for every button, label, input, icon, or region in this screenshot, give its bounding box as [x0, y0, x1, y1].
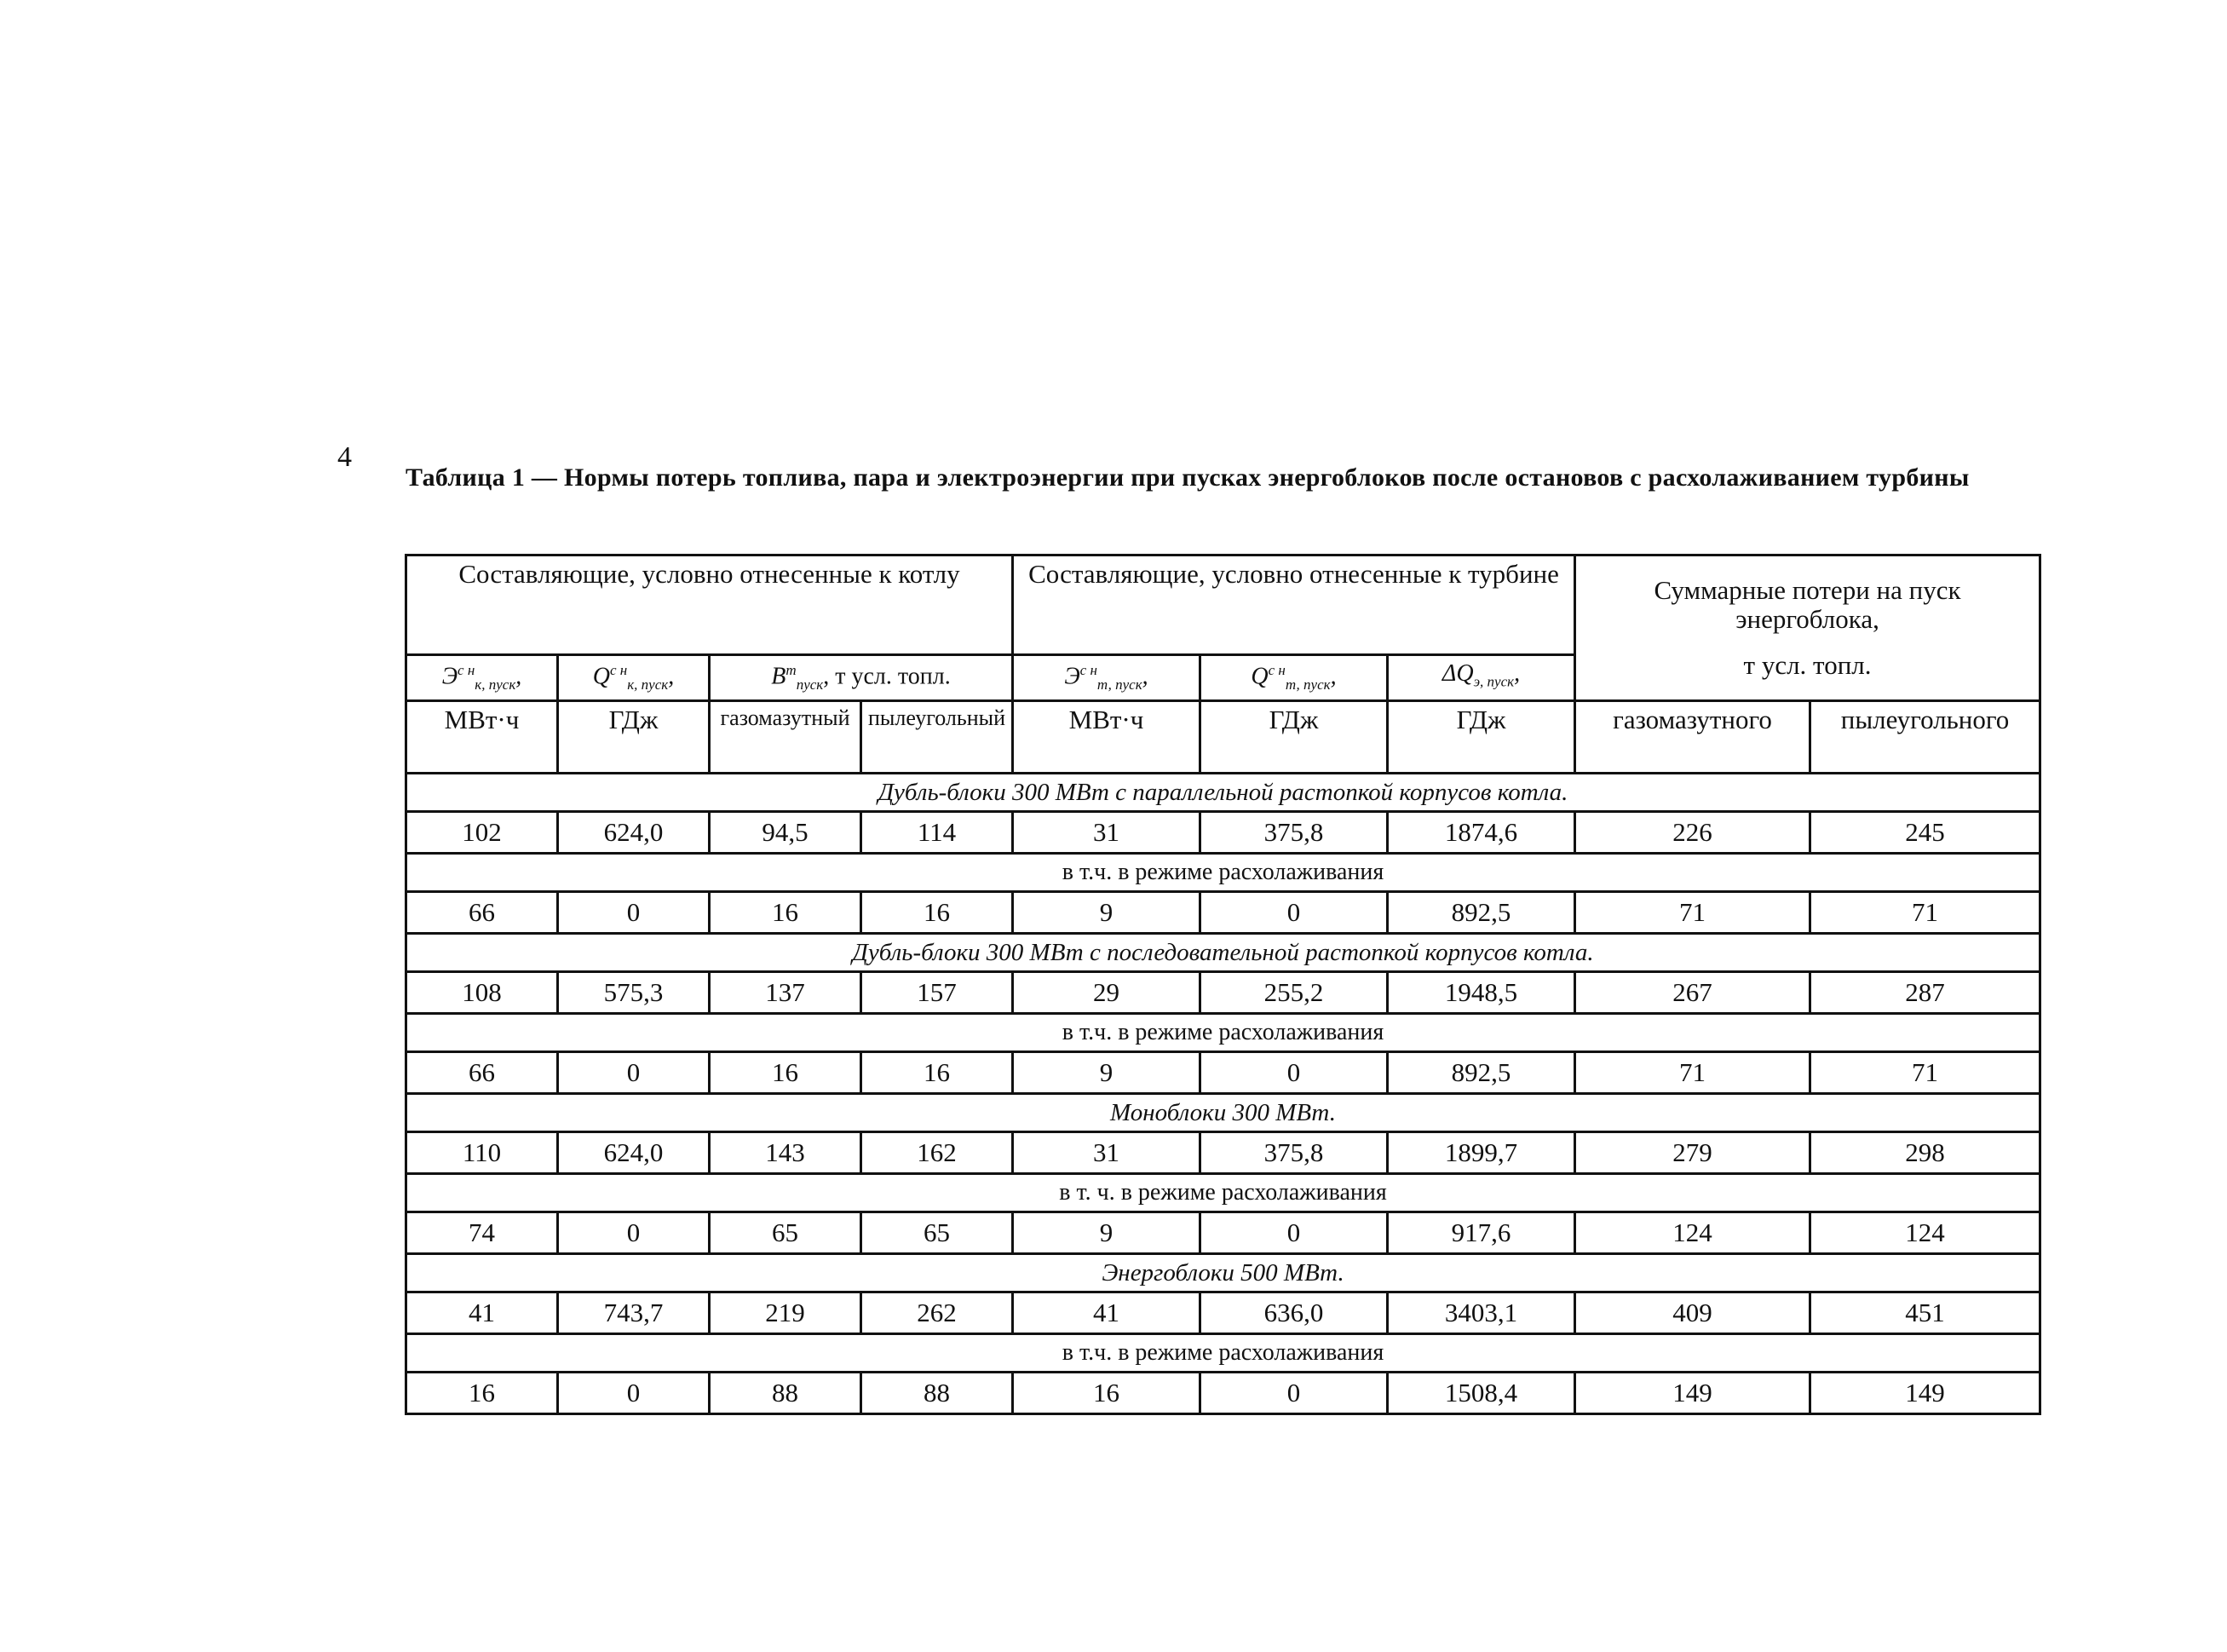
table-cell: 16 [861, 1051, 1013, 1093]
table-cell: 375,8 [1200, 1131, 1388, 1173]
table-cell: 110 [406, 1131, 558, 1173]
table-cell: 16 [861, 891, 1013, 933]
header-fuel-gas: газомазутный [710, 700, 861, 773]
table-cell: 16 [1013, 1372, 1200, 1413]
table-cell: 0 [558, 1051, 710, 1093]
header-total-gas: газомазутного [1575, 700, 1810, 773]
table-cell: 94,5 [710, 811, 861, 853]
table-cell: 71 [1575, 1051, 1810, 1093]
table-cell: 162 [861, 1131, 1013, 1173]
table-cell: 0 [1200, 891, 1388, 933]
table-cell: 575,3 [558, 971, 710, 1013]
table-cell: 624,0 [558, 1131, 710, 1173]
section-title-row [406, 933, 2040, 971]
section-title: Дубль-блоки 300 МВт с параллельной растопкой корпусов котла. [406, 773, 2040, 811]
table-cell: 262 [861, 1292, 1013, 1333]
table-cell: 375,8 [1200, 811, 1388, 853]
header-fuel-coal: пылеугольный [861, 700, 1013, 773]
section-title-row [406, 1253, 2040, 1292]
section-title: Моноблоки 300 МВт. [406, 1093, 2040, 1131]
table-cell: 287 [1810, 971, 2040, 1013]
header-e-turbine: $Э^{с н}_{т, пуск}$, [1013, 655, 1200, 701]
table-cell: 245 [1810, 811, 2040, 853]
header-q-boiler: $Q^{с н}_{к, пуск}$, [558, 655, 710, 701]
header-total-unit: т усл. топл. [1743, 649, 1872, 680]
table-cell: 3403,1 [1388, 1292, 1575, 1333]
table-cell: 1874,6 [1388, 811, 1575, 853]
table-cell: 66 [406, 1051, 558, 1093]
table-cell: 409 [1575, 1292, 1810, 1333]
table-cell: 892,5 [1388, 891, 1575, 933]
table-row [406, 971, 2040, 1013]
table-cell: 124 [1575, 1212, 1810, 1253]
table-cell: 71 [1810, 1051, 2040, 1093]
table-cell: 267 [1575, 971, 1810, 1013]
cooldown-label-row [406, 853, 2040, 891]
cooldown-label-row [406, 1173, 2040, 1212]
table-cell: 16 [710, 891, 861, 933]
table-row-cooldown [406, 1372, 2040, 1413]
table-cell: 31 [1013, 1131, 1200, 1173]
section-title: Дубль-блоки 300 МВт с последовательной растопкой корпусов котла. [406, 933, 2040, 971]
table-cell: 9 [1013, 1051, 1200, 1093]
table-cell: 743,7 [558, 1292, 710, 1333]
table-row-cooldown [406, 891, 2040, 933]
table-row-cooldown [406, 1212, 2040, 1253]
page-mark: 4 [337, 441, 352, 473]
table-cell: 1508,4 [1388, 1372, 1575, 1413]
unit-q-boiler: ГДж [558, 700, 710, 773]
table-caption: Таблица 1 — Нормы потерь топлива, пара и электроэнергии при пусках энергоблоков после остановов с расхолаживанием турбины [406, 463, 1970, 492]
table-cell: 143 [710, 1131, 861, 1173]
table-cell: 137 [710, 971, 861, 1013]
table-cell: 65 [710, 1212, 861, 1253]
header-turbine-group: Составляющие, условно отнесенные к турбине [1013, 555, 1575, 655]
table-row-cooldown [406, 1051, 2040, 1093]
table-cell: 0 [1200, 1212, 1388, 1253]
table-cell: 0 [558, 891, 710, 933]
header-boiler-group: Составляющие, условно отнесенные к котлу [406, 555, 1013, 655]
header-q-turbine: $Q^{с н}_{т, пуск}$, [1200, 655, 1388, 701]
table-cell: 71 [1575, 891, 1810, 933]
table-cell: 917,6 [1388, 1212, 1575, 1253]
header-total-group [1575, 555, 2040, 701]
table-cell: 636,0 [1200, 1292, 1388, 1333]
table-cell: 102 [406, 811, 558, 853]
table-cell: 0 [558, 1212, 710, 1253]
section-title-row [406, 773, 2040, 811]
cooldown-label: в т. ч. в режиме расхолаживания [406, 1173, 2040, 1212]
table-cell: 16 [406, 1372, 558, 1413]
table-cell: 9 [1013, 1212, 1200, 1253]
table-cell: 624,0 [558, 811, 710, 853]
table-cell: 0 [558, 1372, 710, 1413]
section-title: Энергоблоки 500 МВт. [406, 1253, 2040, 1292]
unit-q-turbine: ГДж [1200, 700, 1388, 773]
table-cell: 451 [1810, 1292, 2040, 1333]
table-cell: 279 [1575, 1131, 1810, 1173]
cooldown-label-row [406, 1333, 2040, 1372]
cooldown-label: в т.ч. в режиме расхолаживания [406, 1013, 2040, 1051]
table-cell: 88 [861, 1372, 1013, 1413]
table-cell: 65 [861, 1212, 1013, 1253]
table-cell: 255,2 [1200, 971, 1388, 1013]
table-cell: 892,5 [1388, 1051, 1575, 1093]
table-cell: 298 [1810, 1131, 2040, 1173]
table-cell: 88 [710, 1372, 861, 1413]
section-title-row [406, 1093, 2040, 1131]
table-cell: 226 [1575, 811, 1810, 853]
table-cell: 157 [861, 971, 1013, 1013]
table-cell: 71 [1810, 891, 2040, 933]
unit-e-boiler: МВт·ч [406, 700, 558, 773]
table-cell: 0 [1200, 1372, 1388, 1413]
table-cell: 1899,7 [1388, 1131, 1575, 1173]
header-total-coal: пылеугольного [1810, 700, 2040, 773]
table-cell: 29 [1013, 971, 1200, 1013]
cooldown-label: в т.ч. в режиме расхолаживания [406, 853, 2040, 891]
table-cell: 219 [710, 1292, 861, 1333]
table-cell: 1948,5 [1388, 971, 1575, 1013]
header-total-title: Суммарные потери на пуск энергоблока, [1654, 574, 1961, 634]
header-dq-turbine: $\Delta Q_{э, пуск}$, [1388, 655, 1575, 701]
cooldown-label-row [406, 1013, 2040, 1051]
table-cell: 74 [406, 1212, 558, 1253]
table-row [406, 811, 2040, 853]
table-cell: 149 [1810, 1372, 2040, 1413]
table-cell: 149 [1575, 1372, 1810, 1413]
table-row [406, 1131, 2040, 1173]
table-cell: 9 [1013, 891, 1200, 933]
header-e-boiler: $Э^{с н}_{к, пуск}$, [406, 655, 558, 701]
unit-e-turbine: МВт·ч [1013, 700, 1200, 773]
table-cell: 114 [861, 811, 1013, 853]
cooldown-label: в т.ч. в режиме расхолаживания [406, 1333, 2040, 1372]
table-cell: 41 [1013, 1292, 1200, 1333]
unit-dq-turbine: ГДж [1388, 700, 1575, 773]
norms-table [405, 554, 2041, 1415]
table-cell: 66 [406, 891, 558, 933]
header-b-fuel: $B^т_{пуск}$, т усл. топл. [710, 655, 1013, 701]
table-cell: 0 [1200, 1051, 1388, 1093]
table-cell: 16 [710, 1051, 861, 1093]
table-cell: 41 [406, 1292, 558, 1333]
table-cell: 124 [1810, 1212, 2040, 1253]
table-cell: 31 [1013, 811, 1200, 853]
table-cell: 108 [406, 971, 558, 1013]
table-row [406, 1292, 2040, 1333]
